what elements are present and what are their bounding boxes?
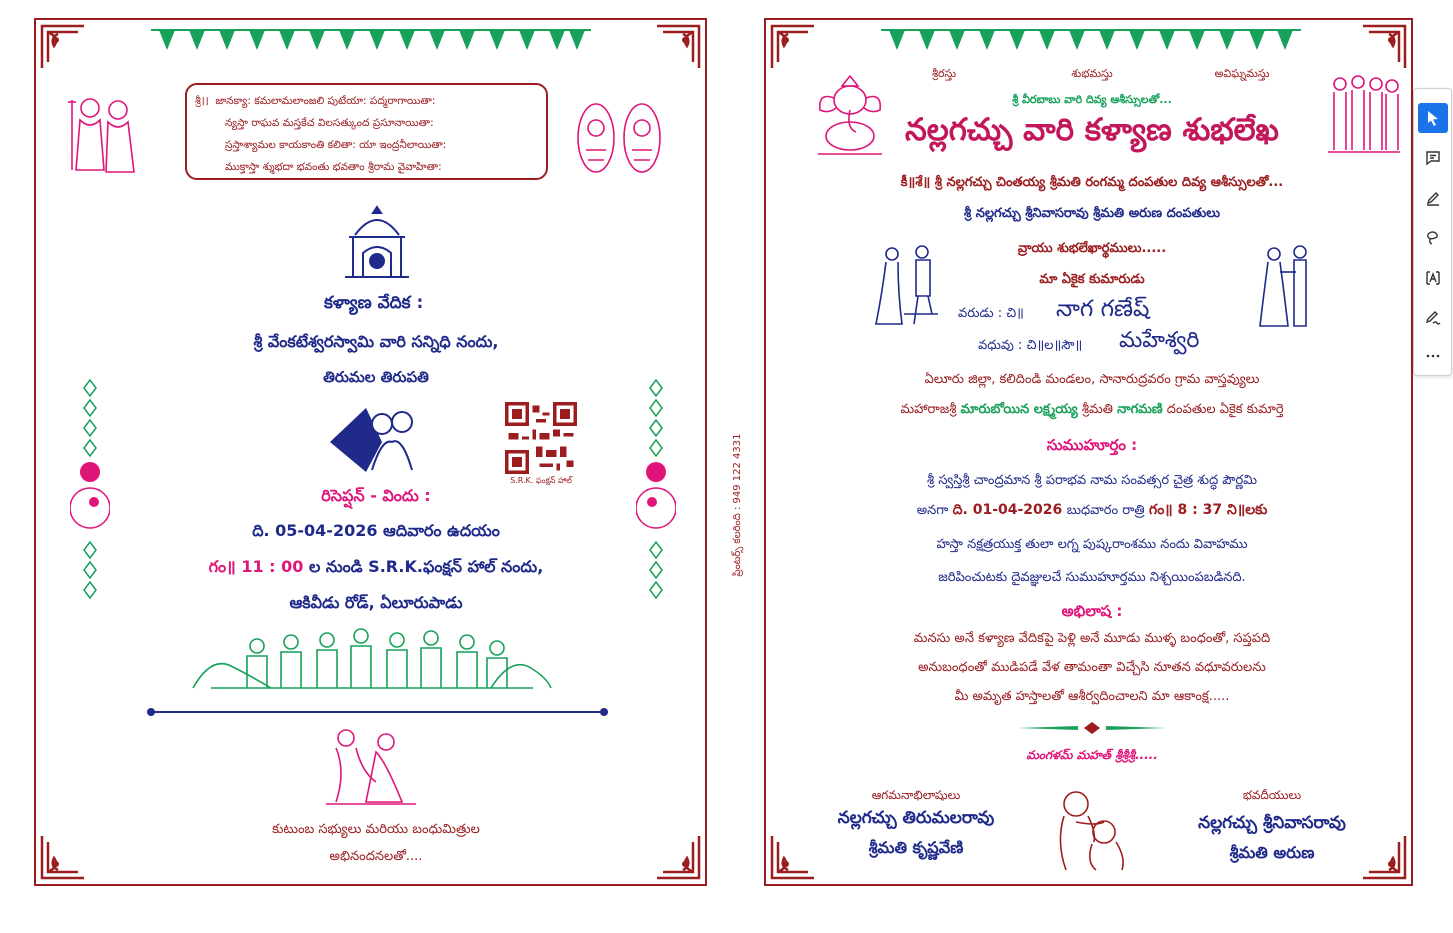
text-select-button[interactable] (1418, 263, 1448, 293)
inviter-left-label: ఆగమనాభిలాషులు (871, 788, 961, 802)
muhurtham-date-line (917, 502, 1268, 521)
sanskrit-verse-box (185, 83, 548, 180)
inviter-left-name: నల్లగచ్చు తిరుమలరావు (837, 808, 995, 828)
tying-mangalsutra-icon (1046, 782, 1140, 872)
select-cursor-icon (1424, 109, 1442, 127)
wish-line: అనుబంధంతో ముడిపడే వేళ తామంతా విచ్చేసి నూతన వధూవరులను (918, 660, 1266, 675)
leaf-bunting-icon (151, 26, 591, 56)
verse-line: జానక్యా: కమలామలాంజలి పుటేయా: పద్మరాగాయితా: (215, 95, 436, 107)
closing-line: అభినందనలతో.... (329, 849, 423, 864)
reception-date: ది. 05-04-2026 ఆదివారం ఉదయం (252, 521, 500, 540)
corner-ornament-icon (40, 24, 86, 70)
venue-city: తిరుమల తిరుపతి (323, 368, 429, 386)
select-cursor-button[interactable] (1418, 103, 1448, 133)
corner-ornament-icon (1361, 24, 1407, 70)
corner-ornament-icon (770, 834, 816, 880)
leaf-bunting-icon (881, 26, 1301, 56)
wedding-couple-icon (872, 244, 944, 328)
ganesha-icon (808, 70, 892, 156)
verse-line: స్రస్తాశ్యామల కాయకాంతి కలితా: యా ఇంద్రనీలాయితా: (225, 139, 447, 151)
bride-village-line: ఏలూరు జిల్లా, కలిదిండి మండలం, సానారుద్రవరం గ్రామ వాస్తవ్యులు (924, 372, 1260, 387)
parents-line: శ్రీ నల్లగచ్చు శ్రీనివాసరావు శ్రీమతి అరుణ దంపతులు (964, 206, 1220, 221)
reception-place: ల నుండి S.R.K.ఫంక్షన్ హాల్ నందు, (308, 557, 544, 576)
sign-icon (1424, 309, 1442, 327)
inviter-right-name: శ్రీమతి అరుణ (1229, 843, 1315, 862)
rose-garland-icon (70, 376, 110, 616)
printer-phone-label (725, 405, 751, 605)
more-icon (1424, 347, 1442, 365)
bride-parents-mid: శ్రీమతి (1081, 402, 1113, 417)
header-shreerastu: శ్రీరస్తు (931, 67, 957, 80)
temple-arch-icon (341, 203, 413, 281)
bride-parents-line (900, 402, 1283, 420)
muhurtham-date-prefix: అనగా (916, 503, 949, 518)
corner-ornament-icon (770, 24, 816, 70)
rama-parivar-icon (1326, 70, 1402, 156)
groom-name: నాగ గణేష్ (1056, 296, 1150, 322)
annotation-toolbar (1413, 88, 1452, 376)
text-select-icon (1424, 269, 1442, 287)
draw-button[interactable] (1418, 183, 1448, 213)
ornamental-divider-icon (1018, 720, 1166, 736)
lasso-button[interactable] (1418, 223, 1448, 253)
venkateswara-deity-icon (572, 98, 668, 178)
blessing-line: శ్రీ వీరబాబు వారి దివ్య ఆశీస్సులతో... (1012, 93, 1172, 106)
corner-ornament-icon (40, 834, 86, 880)
bride-groom-illustration-icon (306, 722, 426, 808)
bride-parents-prefix: మహారాజశ్రీ (900, 402, 957, 417)
printer-phone-text: ప్రింటర్స్ కలరింది : 949 122 4331 (732, 433, 743, 577)
bride-father-name: మారుబోయిన లక్ష్మయ్య (960, 402, 1078, 417)
reception-time-line (209, 557, 544, 580)
bride-label: వధువు : చి॥ల॥సౌ॥ (978, 338, 1083, 353)
venue-line: శ్రీ వేంకటేశ్వరస్వామి వారి సన్నిధి నందు, (253, 332, 499, 351)
muhurtham-line: శ్రీ స్వస్తిశ్రీ చాంద్రమాన శ్రీ పరాభవ నామ సంవత్సర చైత్ర శుద్ధ పౌర్ణమి (927, 473, 1257, 488)
reception-heading: రిసెప్షన్ - విందు : (321, 486, 431, 505)
header-avighnamastu: అవిఘ్నమస్తు (1214, 67, 1270, 80)
lasso-icon (1424, 229, 1442, 247)
invitation-left-page (34, 18, 707, 886)
bride-mother-name: నాగమణి (1117, 402, 1163, 417)
inviter-left-name: శ్రీమతి కృష్ణవేణి (868, 838, 964, 857)
muhurtham-time: గం॥ 8 : 37 ని॥లకు (1149, 502, 1268, 518)
verse-prefix: శ్రీ।। (195, 95, 209, 107)
section-divider (151, 711, 604, 713)
invitation-title: నల్లగచ్చు వారి కళ్యాణ శుభలేఖ (905, 112, 1279, 148)
reception-time: 11 : 00 (241, 557, 304, 576)
muhurtham-line: జరిపించుటకు దైవజ్ఞులచే సుముహూర్తము నిశ్చయింపబడినది. (938, 570, 1246, 585)
comment-button[interactable] (1418, 143, 1448, 173)
family-feast-illustration-icon (191, 626, 553, 692)
closing-line: కుటుంబ సభ్యులు మరియు బంధుమిత్రుల (272, 822, 480, 837)
invitation-right-page (764, 18, 1413, 886)
muhurtham-heading: సుముహూర్తం : (1046, 436, 1138, 454)
groom-label: వరుడు : చి॥ (958, 306, 1024, 321)
reception-address: ఆకివీడు రోడ్, ఏలూరుపాడు (289, 593, 463, 612)
write-line: వ్రాయు శుభలేఖార్థములు..... (1017, 241, 1167, 256)
corner-ornament-icon (1361, 834, 1407, 880)
reception-time-prefix: గం॥ (208, 557, 236, 576)
bride-parents-suffix: దంపతుల ఏకైక కుమార్తె (1166, 402, 1284, 417)
muhurtham-line: హస్తా నక్షత్రయుక్త తులా లగ్న పుష్కరాంశము నందు వివాహము (936, 537, 1248, 552)
qr-caption: S.R.K. ఫంక్షన్ హాల్ (510, 476, 572, 485)
sign-button[interactable] (1418, 303, 1448, 333)
wish-heading: అభిలాష : (1061, 602, 1123, 620)
muhurtham-day: బుధవారం రాత్రి (1066, 503, 1145, 518)
wish-line: మీ అమృత హస్తాలతో ఆశీర్వదించాలని మా ఆకాంక్ష..... (954, 689, 1230, 704)
comment-icon (1424, 149, 1442, 167)
verse-line: న్యస్తా రాఘవ మస్తకేచ విలసత్కుంద ప్రసూనాయితా: (225, 117, 434, 129)
mangalam-line: మంగళమ్ మహత్ శ్రీశ్రీశ్రీ..... (1026, 748, 1158, 762)
wedding-couple-icon (1256, 242, 1318, 328)
inviter-right-name: నల్లగచ్చు శ్రీనివాసరావు (1198, 813, 1346, 833)
muhurtham-date: ది. 01-04-2026 (952, 502, 1063, 518)
verse-line: ముక్తాస్తా శ్శుభదా భవంతు భవతాం శ్రీరామ వైవాహితా: (225, 161, 442, 173)
couple-logo-icon (326, 402, 426, 474)
son-line: మా ఏకైక కుమారుడు (1039, 272, 1145, 287)
more-button[interactable] (1418, 341, 1448, 371)
draw-pen-icon (1424, 189, 1442, 207)
header-shubhamastu: శుభమస్తు (1071, 67, 1113, 80)
bride-name: మహేశ్వరి (1119, 328, 1200, 353)
corner-ornament-icon (655, 24, 701, 70)
rose-garland-icon (636, 376, 676, 616)
wish-line: మనసు అనే కళ్యాణ వేదికపై పెళ్లి అనే మూడు ముళ్ళ బంధంతో, సప్తపది (913, 631, 1271, 646)
qr-code-icon[interactable] (505, 402, 577, 474)
shiva-parvati-icon (66, 90, 144, 182)
inviter-right-label: భవదీయులు (1242, 788, 1302, 802)
venue-heading: కళ్యాణ వేదిక : (324, 293, 424, 313)
grandparents-line: కీ॥శే॥ శ్రీ నల్లగచ్చు చింతయ్య శ్రీమతి రంగమ్మ దంపతుల దివ్య ఆశీస్సులతో... (900, 175, 1284, 190)
corner-ornament-icon (655, 834, 701, 880)
